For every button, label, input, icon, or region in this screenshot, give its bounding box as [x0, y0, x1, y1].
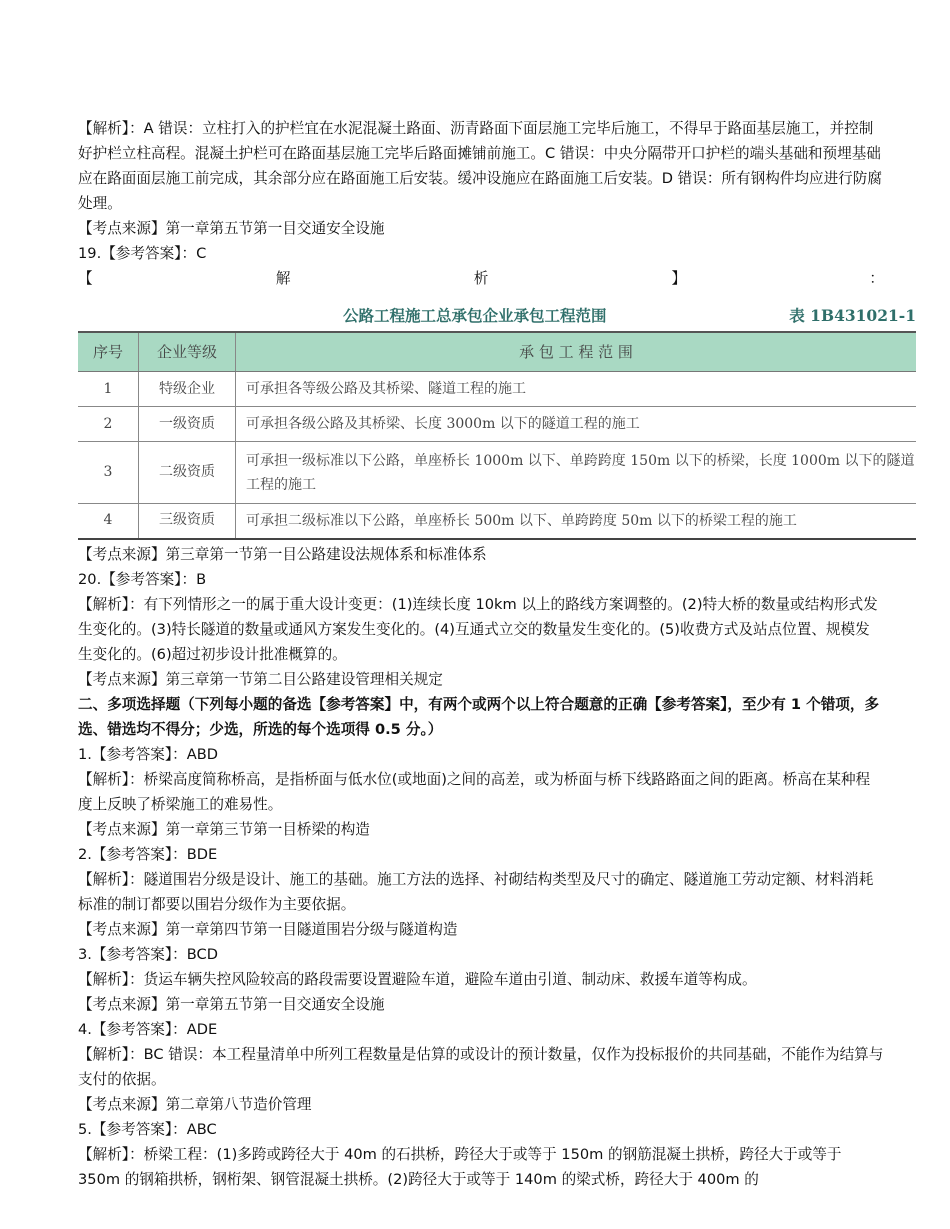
- cell-scope: 可承担各等级公路及其桥梁、隧道工程的施工: [236, 372, 917, 407]
- table-code: 表 1B431021-1: [789, 306, 916, 325]
- explanation-paragraph: 【解析】：有下列情形之一的属于重大设计变更：(1)连续长度 10km 以上的路线方案调整的。(2)特大桥的数量或结构形式发生变化的。(3)特长隧道的数量或通风方案发生变化的。(4)互通式立交的数量发生变化的。(5)收费方式及站点位置、规模发生变化的。(6)超过初步设计批准概算的。: [78, 595, 878, 663]
- explanation-paragraph: 【解析】：隧道围岩分级是设计、施工的基础。施工方法的选择、衬砌结构类型及尺寸的确定、隧道施工劳动定额、材料消耗标准的制订都要以围岩分级作为主要依据。: [78, 870, 874, 913]
- answer-line: 19.【参考答案】：C: [78, 245, 207, 262]
- explanation-heading-spread: [78, 266, 884, 291]
- explanation-paragraph: 【解析】：A 错误：立柱打入的护栏宜在水泥混凝土路面、沥青路面下面层施工完毕后施工，不得早于路面基层施工，并控制好护栏立柱高程。混凝土护栏可在路面基层施工完毕后路面摊铺前施工。C 错误：中央分隔带开口护栏的端头基础和预埋基础应在路面面层施工前完成，其余部分应在路面施工后安装。缓冲设施应在路面施工后安装。D 错误：所有钢构件均应进行防腐处理。: [78, 120, 882, 212]
- source-line: 【考点来源】第一章第三节第一目桥梁的构造: [78, 820, 370, 838]
- char-jie: 解: [275, 270, 291, 287]
- cell-level: 二级资质: [139, 442, 236, 504]
- source-line: 【考点来源】第一章第五节第一目交通安全设施: [78, 995, 385, 1013]
- header-scope: 承 包 工 程 范 围: [236, 332, 917, 372]
- cell-level: 三级资质: [139, 504, 236, 539]
- section-heading: 二、多项选择题（下列每小题的备选【参考答案】中，有两个或两个以上符合题意的正确【参考答案】，至少有 1 个错项，多选、错选均不得分；少选，所选的每个选项得 0.5 分。）: [78, 695, 880, 738]
- answer-line: 1.【参考答案】：ABD: [78, 745, 219, 763]
- table-row: [78, 372, 916, 407]
- contract-scope-table: [78, 331, 916, 540]
- table-row: [78, 407, 916, 442]
- contract-scope-table-figure: [78, 297, 916, 540]
- explanation-paragraph: 【解析】：货运车辆失控风险较高的路段需要设置避险车道，避险车道由引道、制动床、救援车道等构成。: [78, 970, 757, 988]
- source-line: 【考点来源】第一章第四节第一目隧道围岩分级与隧道构造: [78, 920, 458, 938]
- cell-no: 1: [78, 372, 139, 407]
- cell-level: 特级企业: [139, 372, 236, 407]
- table-caption: [78, 297, 916, 331]
- char-xi: 析: [473, 270, 489, 287]
- bracket-close: 】: [671, 270, 687, 287]
- cell-no: 4: [78, 504, 139, 539]
- table-row: [78, 442, 916, 504]
- header-level: 企业等级: [139, 332, 236, 372]
- source-line: 【考点来源】第二章第八节造价管理: [78, 1095, 312, 1113]
- table-row: [78, 504, 916, 539]
- explanation-paragraph: 【解析】：桥梁高度简称桥高，是指桥面与低水位(或地面)之间的高差，或为桥面与桥下线路路面之间的距离。桥高在某种程度上反映了桥梁施工的难易性。: [78, 770, 871, 813]
- cell-no: 2: [78, 407, 139, 442]
- header-no: 序号: [78, 332, 139, 372]
- cell-scope: 可承担各级公路及其桥梁、长度 3000m 以下的隧道工程的施工: [236, 407, 917, 442]
- answer-line: 5.【参考答案】：ABC: [78, 1120, 217, 1138]
- source-line: 【考点来源】第三章第一节第二目公路建设管理相关规定: [78, 670, 443, 688]
- table-title: 公路工程施工总承包企业承包工程范围: [343, 306, 607, 325]
- answer-line: 20.【参考答案】：B: [78, 570, 207, 588]
- colon: ：: [869, 270, 884, 287]
- source-line: 【考点来源】第三章第一节第一目公路建设法规体系和标准体系: [78, 545, 487, 563]
- cell-scope: 可承担二级标准以下公路，单座桥长 500m 以下、单跨跨度 50m 以下的桥梁工程的施工: [236, 504, 917, 539]
- source-line: 【考点来源】第一章第五节第一目交通安全设施: [78, 220, 385, 237]
- answer-line: 3.【参考答案】：BCD: [78, 945, 218, 963]
- answer-line: 2.【参考答案】：BDE: [78, 845, 218, 863]
- answer-line: 4.【参考答案】：ADE: [78, 1020, 218, 1038]
- document-body: [78, 116, 916, 1192]
- cell-scope: 可承担一级标准以下公路，单座桥长 1000m 以下、单跨跨度 150m 以下的桥梁，长度 1000m 以下的隧道工程的施工: [236, 442, 917, 504]
- explanation-paragraph: 【解析】：桥梁工程：(1)多跨或跨径大于 40m 的石拱桥，跨径大于或等于 150m 的钢筋混凝土拱桥，跨径大于或等于 350m 的钢箱拱桥，钢桁架、钢管混凝土拱桥。(2)跨径大于或等于 140m 的梁式桥，跨径大于 400m 的: [78, 1145, 842, 1188]
- explanation-paragraph: 【解析】：BC 错误：本工程量清单中所列工程数量是估算的或设计的预计数量，仅作为投标报价的共同基础，不能作为结算与支付的依据。: [78, 1045, 884, 1088]
- cell-no: 3: [78, 442, 139, 504]
- cell-level: 一级资质: [139, 407, 236, 442]
- table-header-row: [78, 332, 916, 372]
- bracket-open: 【: [78, 270, 93, 287]
